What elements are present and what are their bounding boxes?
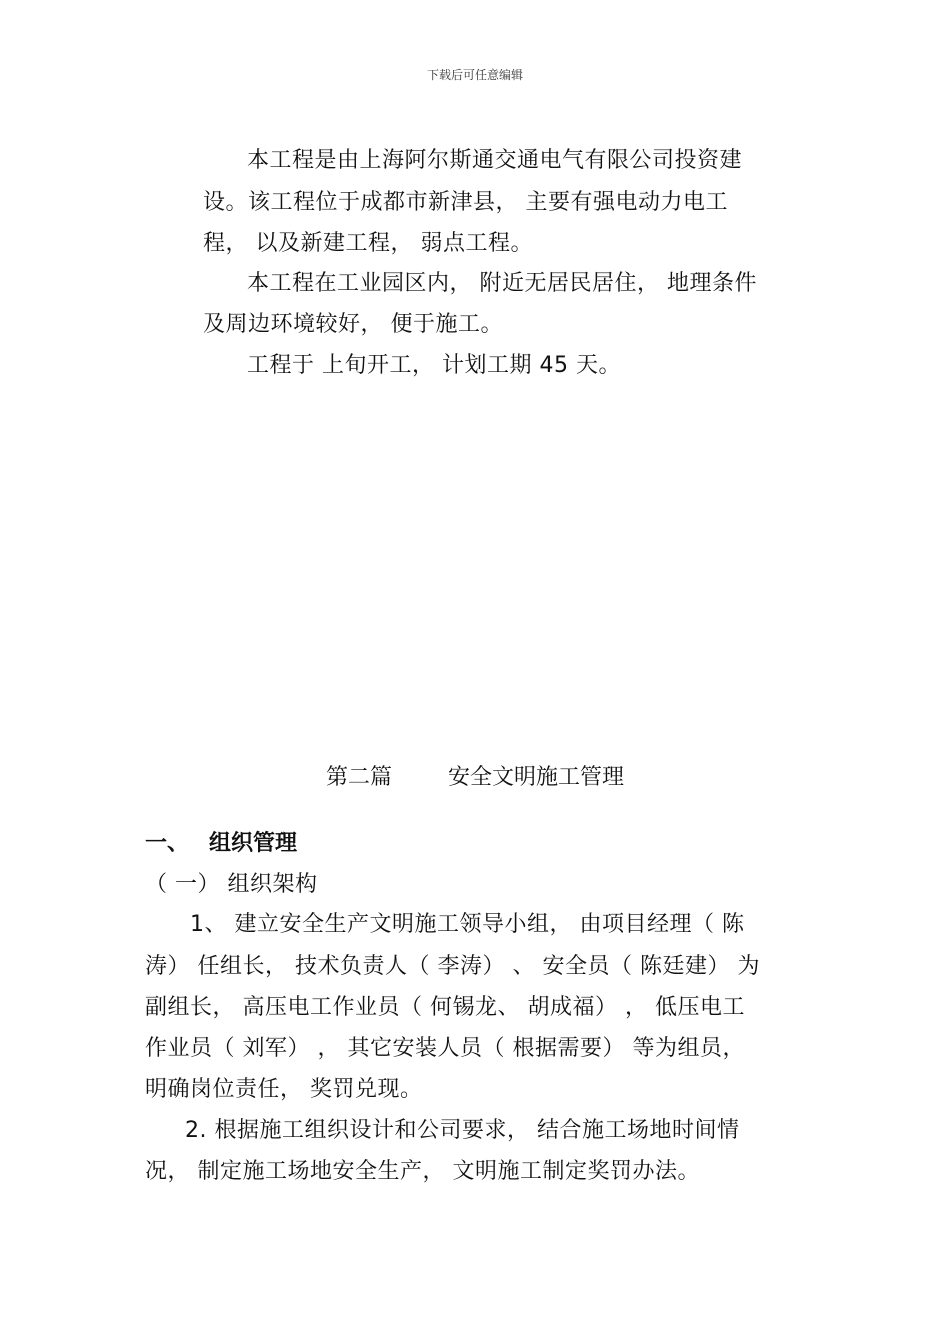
part-number: 第二篇	[325, 765, 392, 790]
paragraph-line: 作业员（ 刘军） ， 其它安装人员（ 根据需要） 等为组员，	[145, 1036, 745, 1061]
paragraph-line: 设。该工程位于成都市新津县， 主要有强电动力电工	[203, 190, 728, 215]
paragraph-line: 程， 以及新建工程， 弱点工程。	[203, 231, 533, 256]
paragraph-line: 1、 建立安全生产文明施工领导小组， 由项目经理（ 陈	[190, 912, 745, 937]
paragraph-line: 工程于 上旬开工， 计划工期 45 天。	[247, 353, 621, 378]
paragraph-line: 明确岗位责任， 奖罚兑现。	[145, 1077, 423, 1102]
subsection-heading: （ 一） 组织架构	[145, 872, 318, 897]
paragraph-line: 涛） 任组长， 技术负责人（ 李涛） 、 安全员（ 陈廷建） 为	[145, 954, 760, 979]
paragraph-line: 副组长， 高压电工作业员（ 何锡龙、 胡成福） ， 低压电工	[145, 995, 745, 1020]
paragraph-line: 况， 制定施工场地安全生产， 文明施工制定奖罚办法。	[145, 1159, 700, 1184]
section-heading-text: 组织管理	[209, 831, 298, 856]
part-name: 安全文明施工管理	[448, 765, 625, 790]
paragraph-line: 本工程在工业园区内， 附近无居民居住， 地理条件	[247, 271, 757, 296]
page-header: 下载后可任意编辑	[426, 68, 523, 82]
part-title	[0, 764, 950, 792]
paragraph-line: 本工程是由上海阿尔斯通交通电气有限公司投资建	[247, 148, 743, 173]
paragraph-line: 2. 根据施工组织设计和公司要求， 结合施工场地时间情	[185, 1118, 740, 1143]
section-heading-number: 一、	[145, 831, 190, 856]
section-heading	[145, 830, 297, 858]
paragraph-line: 及周边环境较好， 便于施工。	[203, 312, 503, 337]
